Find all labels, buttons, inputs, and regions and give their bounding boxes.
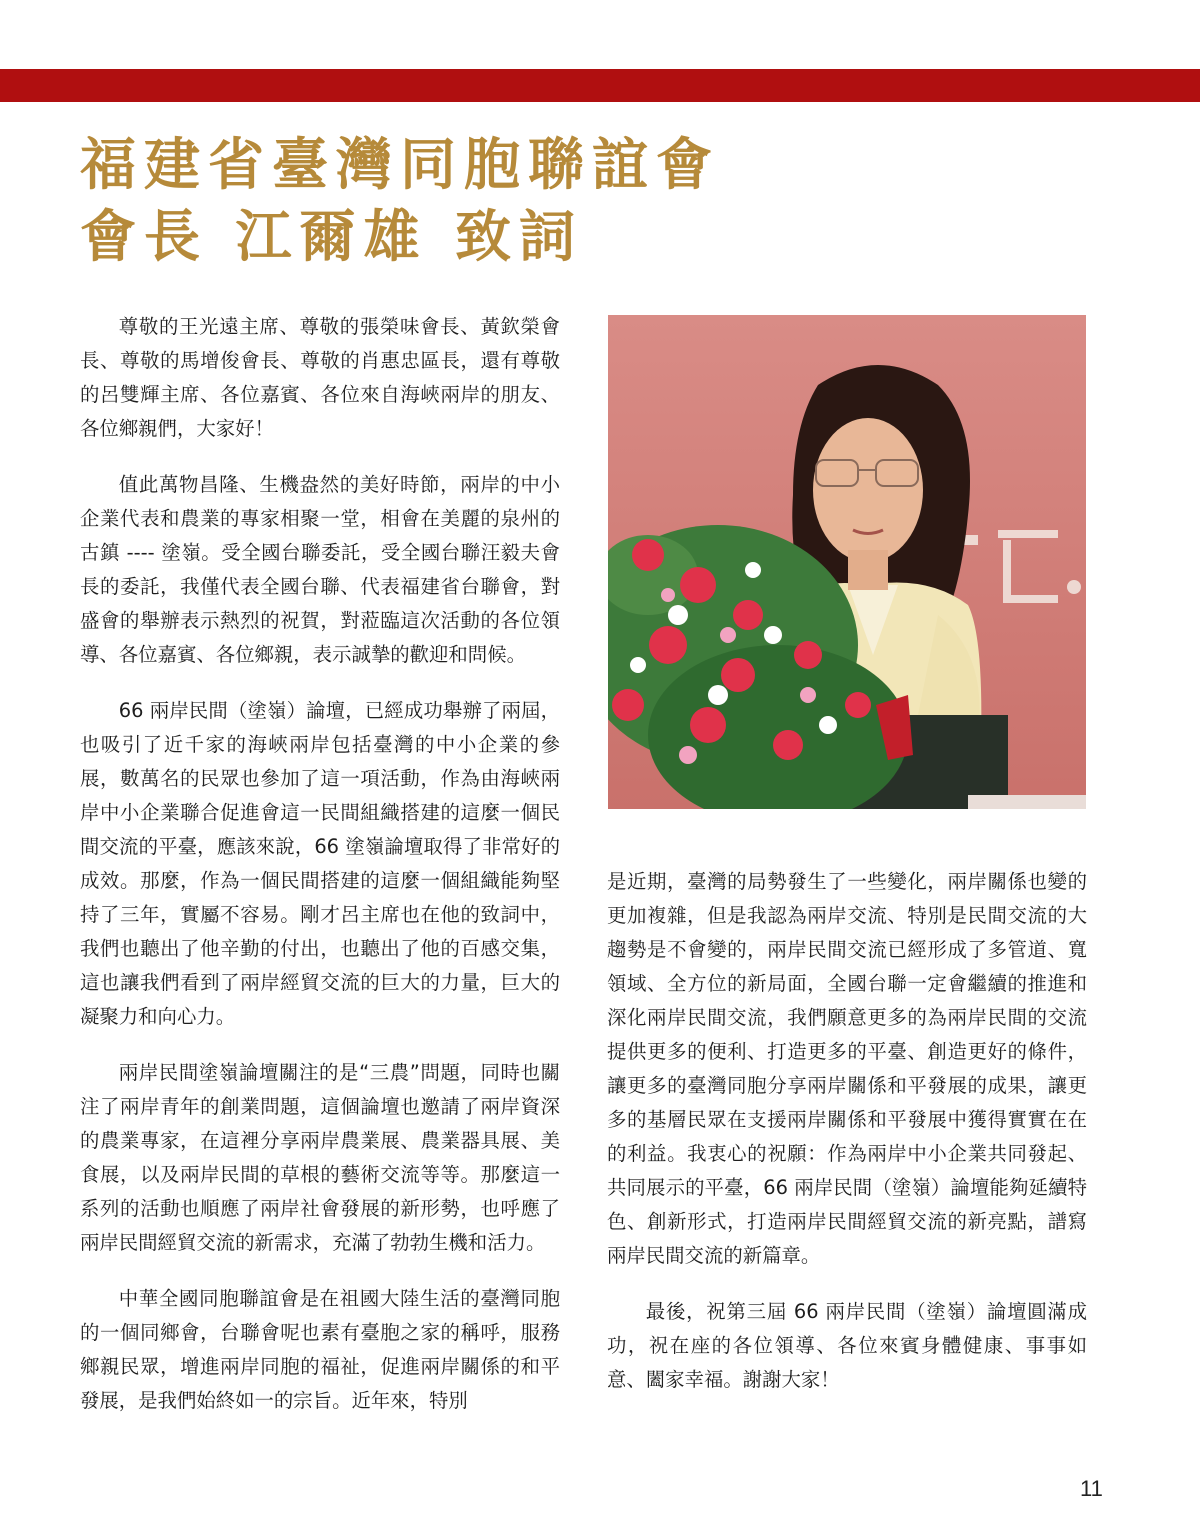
paragraph: 兩岸民間塗嶺論壇關注的是“三農”問題，同時也關注了兩岸青年的創業問題，這個論壇也邀請了兩岸資深的農業專家，在這裡分享兩岸農業展、農業器具展、美食展，以及兩岸民間的草根的藝術交流等等。那麼這一系列的活動也順應了兩岸社會發展的新形勢，也呼應了兩岸民間經貿交流的新需求，充滿了勃勃生機和活力。 <box>80 1061 560 1254</box>
header-bar <box>0 69 1200 102</box>
paragraph: 尊敬的王光遠主席、尊敬的張榮味會長、黃欽榮會長、尊敬的馬增俊會長、尊敬的肖惠忠區長，還有尊敬的呂雙輝主席、各位嘉賓、各位來自海峽兩岸的朋友、各位鄉親們，大家好！ <box>80 315 560 440</box>
page-title <box>80 130 1120 274</box>
speaker-photo <box>608 315 1086 809</box>
paragraph: 是近期，臺灣的局勢發生了一些變化，兩岸關係也變的更加複雜，但是我認為兩岸交流、特別是民間交流的大趨勢是不會變的，兩岸民間交流已經形成了多管道、寬領域、全方位的新局面，全國台聯一定會繼續的推進和深化兩岸民間交流，我們願意更多的為兩岸民間的交流提供更多的便利、打造更多的平臺、創造更好的條件，讓更多的臺灣同胞分享兩岸關係和平發展的成果，讓更多的基層民眾在支援兩岸關係和平發展中獲得實實在在的利益。我衷心的祝願：作為兩岸中小企業共同發起、共同展示的平臺，66 兩岸民間（塗嶺）論壇能夠延續特色、創新形式，打造兩岸民間經貿交流的新亮點，譜寫兩岸民間交流的新篇章。 <box>607 870 1087 1267</box>
paragraph: 中華全國同胞聯誼會是在祖國大陸生活的臺灣同胞的一個同鄉會，台聯會呢也素有臺胞之家的稱呼，服務鄉親民眾，增進兩岸同胞的福祉，促進兩岸關係的和平發展，是我們始終如一的宗旨。近年來，特別 <box>80 1287 560 1412</box>
page-number: 11 <box>1080 1476 1103 1501</box>
right-column <box>607 865 1087 1419</box>
paragraph: 最後，祝第三屆 66 兩岸民間（塗嶺）論壇圓滿成功，祝在座的各位領導、各位來賓身體健康、事事如意、闔家幸福。謝謝大家！ <box>607 1300 1087 1391</box>
title-line-2: 會長 江爾雄 致詞 <box>80 205 583 270</box>
paragraph: 值此萬物昌隆、生機盎然的美好時節，兩岸的中小企業代表和農業的專家相聚一堂，相會在美麗的泉州的古鎮 ---- 塗嶺。受全國台聯委託，受全國台聯汪毅夫會長的委託，我僅代表全國台聯、代表福建省台聯會，對盛會的舉辦表示熱烈的祝賀，對蒞臨這次活動的各位領導、各位嘉賓、各位鄉親，表示誠摯的歡迎和問候。 <box>80 473 560 666</box>
title-line-1: 福建省臺灣同胞聯誼會 <box>80 133 720 198</box>
paragraph: 66 兩岸民間（塗嶺）論壇，已經成功舉辦了兩屆，也吸引了近千家的海峽兩岸包括臺灣的中小企業的參展，數萬名的民眾也參加了這一項活動，作為由海峽兩岸中小企業聯合促進會這一民間組織搭建的這麼一個民間交流的平臺，應該來說，66 塗嶺論壇取得了非常好的成效。那麼，作為一個民間搭建的這麼一個組織能夠堅持了三年，實屬不容易。剛才呂主席也在他的致詞中，我們也聽出了他辛勤的付出，也聽出了他的百感交集，這也讓我們看到了兩岸經貿交流的巨大的力量，巨大的凝聚力和向心力。 <box>80 699 560 1028</box>
left-column <box>80 310 560 1440</box>
